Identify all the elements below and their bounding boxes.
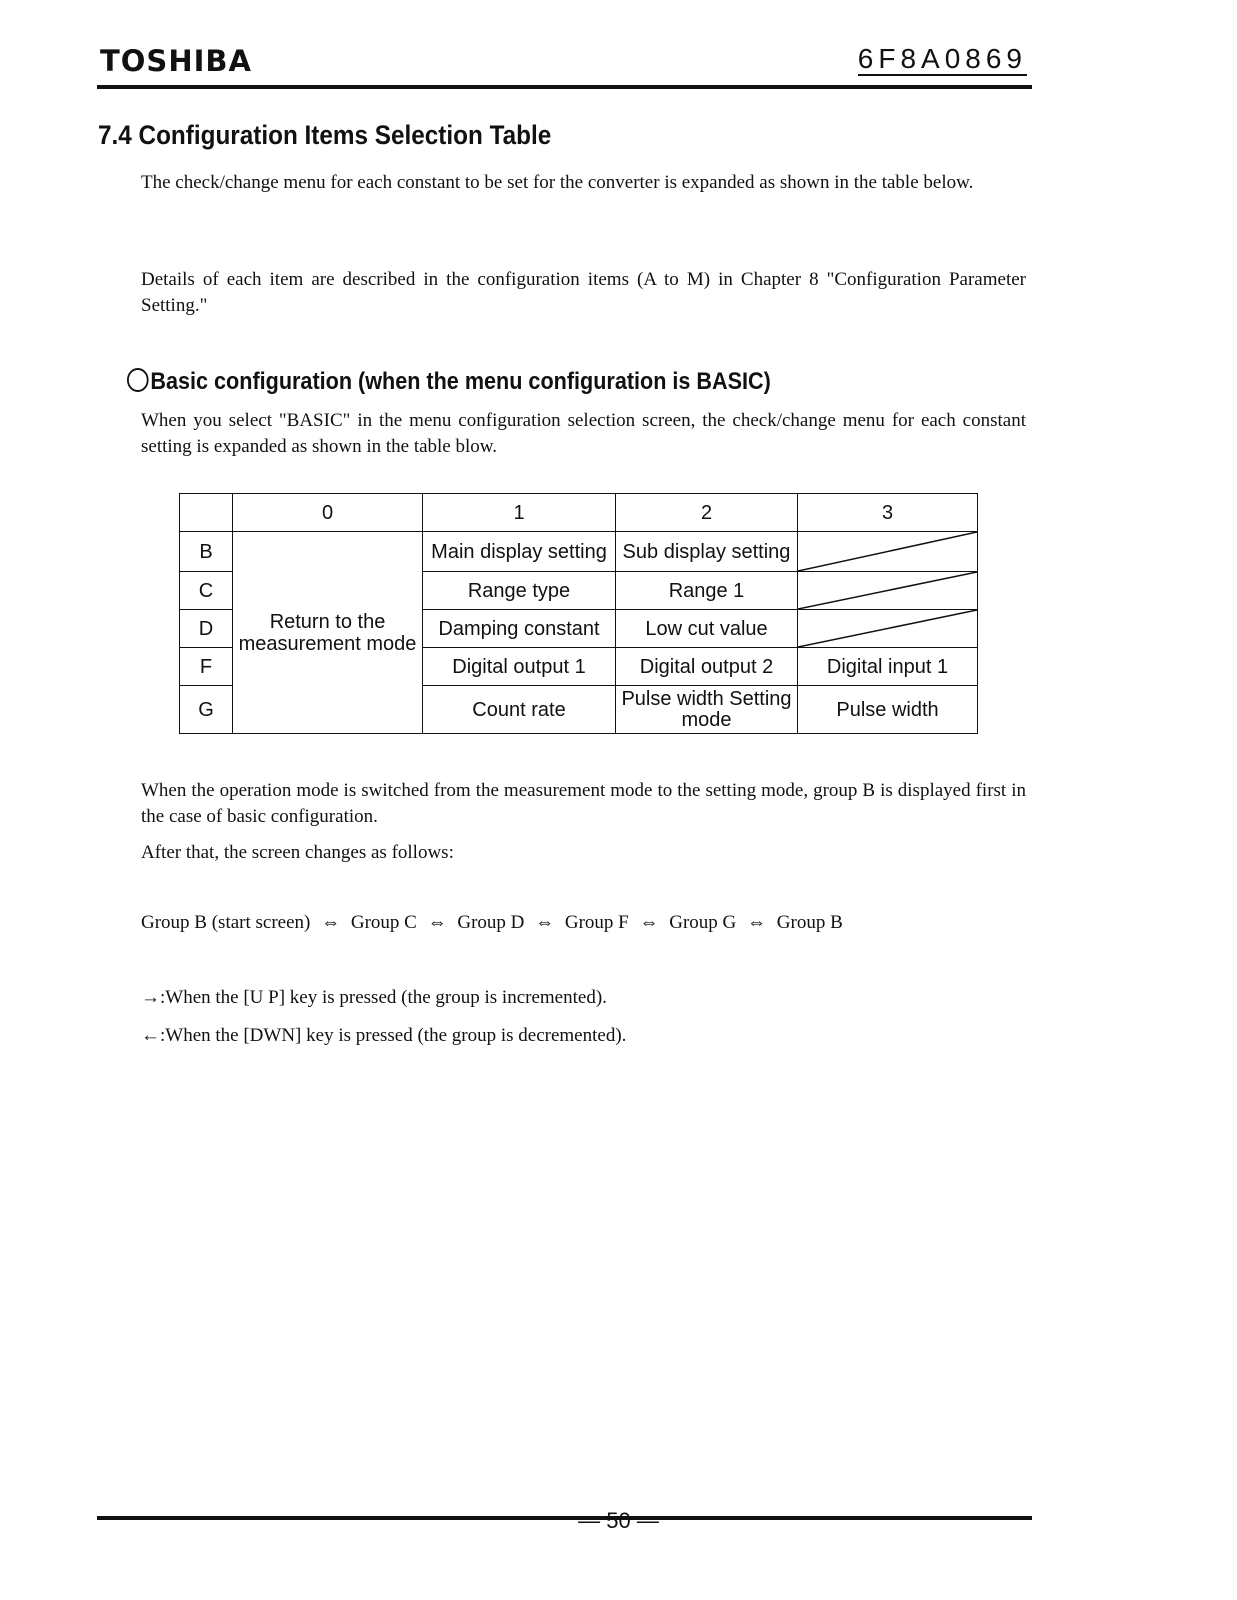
table-cell: Digital output 1 — [423, 648, 616, 686]
operation-mode-paragraph: When the operation mode is switched from the measurement mode to the setting mode, group B is displayed first in the case of basic configuration. — [141, 780, 1026, 827]
config-items-table — [179, 493, 978, 734]
table-cell: Low cut value — [616, 610, 798, 648]
table-header-row — [180, 494, 978, 532]
basic-config-intro: When you select "BASIC" in the menu configuration selection screen, the check/change menu for each constant setting is expanded as shown in the table blow. — [141, 410, 1026, 457]
down-key-note: ←:When the [DWN] key is pressed (the group is decremented). — [141, 1025, 627, 1046]
column-header: 3 — [798, 494, 978, 532]
table-corner-cell — [180, 494, 233, 532]
empty-slashed-cell — [798, 610, 978, 648]
flow-step: Group B — [776, 912, 843, 933]
return-to-measurement-cell: Return to the measurement mode — [233, 532, 423, 734]
empty-slashed-cell — [798, 572, 978, 610]
document-number: 6F8A0869 — [857, 43, 1027, 74]
circle-bullet-icon — [127, 368, 149, 392]
bidirectional-arrow-icon: ⇔ — [639, 912, 659, 933]
column-header: 2 — [616, 494, 798, 532]
table-cell: Digital output 2 — [616, 648, 798, 686]
table-cell: Count rate — [423, 686, 616, 734]
screen-change-paragraph: After that, the screen changes as follows: — [141, 842, 454, 863]
group-label: F — [180, 648, 233, 686]
table-cell: Pulse width Setting mode — [616, 686, 798, 734]
bidirectional-arrow-icon: ⇔ — [427, 912, 447, 933]
header-rule — [97, 85, 1032, 89]
column-header: 0 — [233, 494, 423, 532]
flow-step: Group G — [669, 912, 737, 933]
table-row — [180, 532, 978, 572]
column-header: 1 — [423, 494, 616, 532]
basic-config-title: Basic configuration (when the menu configuration is BASIC) — [150, 368, 771, 395]
empty-slashed-cell — [798, 532, 978, 572]
table-cell: Sub display setting — [616, 532, 798, 572]
bidirectional-arrow-icon: ⇔ — [321, 912, 341, 933]
table-cell: Damping constant — [423, 610, 616, 648]
basic-config-heading — [127, 368, 771, 396]
up-key-note: →:When the [U P] key is pressed (the group is incremented). — [141, 987, 607, 1008]
section-intro-paragraph: The check/change menu for each constant to be set for the converter is expanded as shown in the table below. — [141, 172, 974, 193]
page-number: — 50 — — [578, 1508, 659, 1533]
flow-step: Group B (start screen) — [141, 912, 311, 933]
group-label: D — [180, 610, 233, 648]
bidirectional-arrow-icon: ⇔ — [747, 912, 767, 933]
flow-step: Group F — [564, 912, 629, 933]
group-flow-sequence — [141, 912, 849, 934]
table-cell: Digital input 1 — [798, 648, 978, 686]
flow-step: Group C — [350, 912, 417, 933]
group-label: G — [180, 686, 233, 734]
section-details-paragraph: Details of each item are described in the configuration items (A to M) in Chapter 8 "Configuration Parameter Setting." — [141, 269, 1026, 316]
flow-step: Group D — [457, 912, 525, 933]
table-cell: Pulse width — [798, 686, 978, 734]
table-cell: Main display setting — [423, 532, 616, 572]
table-cell: Range type — [423, 572, 616, 610]
section-title: 7.4 Configuration Items Selection Table — [98, 120, 552, 150]
bidirectional-arrow-icon: ⇔ — [535, 912, 555, 933]
group-label: C — [180, 572, 233, 610]
brand-logo: TOSHIBA — [100, 44, 252, 78]
group-label: B — [180, 532, 233, 572]
table-cell: Range 1 — [616, 572, 798, 610]
